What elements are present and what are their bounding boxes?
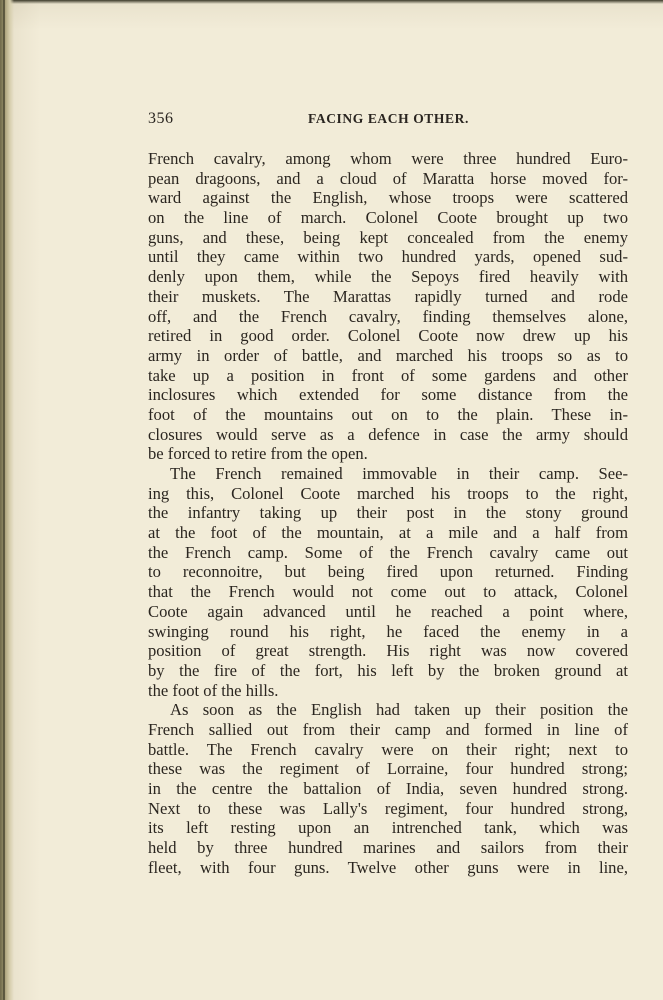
text-line: foot of the mountains out on to the plain. These in-	[148, 404, 628, 424]
text-line: be forced to retire from the open.	[148, 444, 368, 464]
text-line: swinging round his right, he faced the enemy in a	[148, 621, 628, 641]
text-line: its left resting upon an intrenched tank, which was	[148, 818, 628, 838]
text-line: held by three hundred marines and sailors from their	[148, 838, 628, 858]
text-line: French cavalry, among whom were three hundred Euro-	[148, 149, 628, 168]
text-line: at the foot of the mountain, at a mile and a half from	[148, 523, 628, 543]
text-line: The French remained immovable in their camp. See-	[170, 464, 628, 483]
page-number: 356	[148, 110, 174, 127]
text-line: the infantry taking up their post in the stony ground	[148, 503, 628, 523]
body-text	[148, 149, 628, 877]
text-line: Next to these was Lally's regiment, four hundred strong,	[148, 798, 628, 818]
page-top-edge	[0, 0, 663, 4]
spine-rule	[3, 0, 5, 1000]
text-line: take up a position in front of some gardens and other	[148, 365, 628, 385]
text-line: until they came within two hundred yards, opened sud-	[148, 247, 628, 267]
text-line: guns, and these, being kept concealed from the enemy	[148, 227, 628, 247]
text-line: closures would serve as a defence in case the army should	[148, 424, 628, 444]
text-line: French sallied out from their camp and formed in line of	[148, 719, 628, 739]
text-line: Coote again advanced until he reached a point where,	[148, 601, 628, 621]
running-header	[148, 110, 628, 132]
text-line: to reconnoitre, but being fired upon returned. Finding	[148, 562, 628, 582]
text-line: by the fire of the fort, his left by the broken ground at	[148, 660, 628, 680]
text-line: off, and the French cavalry, finding themselves alone,	[148, 306, 628, 326]
text-line: denly upon them, while the Sepoys fired heavily with	[148, 267, 628, 287]
text-line: the French camp. Some of the French cavalry came out	[148, 542, 628, 562]
text-line: in the centre the battalion of India, seven hundred strong.	[148, 779, 628, 798]
text-line: ing this, Colonel Coote marched his troops to the right,	[148, 483, 628, 503]
running-title: FACING EACH OTHER.	[308, 111, 469, 126]
text-line: battle. The French cavalry were on their right; next to	[148, 739, 628, 759]
text-line: pean dragoons, and a cloud of Maratta horse moved for-	[148, 168, 628, 188]
text-line: these was the regiment of Lorraine, four hundred strong;	[148, 759, 628, 779]
text-line: their muskets. The Marattas rapidly turned and rode	[148, 286, 628, 306]
text-line: retired in good order. Colonel Coote now drew up his	[148, 326, 628, 346]
text-line: fleet, with four guns. Twelve other guns were in line,	[148, 857, 628, 877]
text-line: army in order of battle, and marched his troops so as to	[148, 345, 628, 365]
text-line: As soon as the English had taken up their position the	[170, 700, 628, 720]
text-line: position of great strength. His right was now covered	[148, 641, 628, 661]
text-line: inclosures which extended for some distance from the	[148, 385, 628, 405]
text-line: the foot of the hills.	[148, 680, 279, 700]
text-line: ward against the English, whose troops were scattered	[148, 188, 628, 208]
text-line: on the line of march. Colonel Coote brought up two	[148, 208, 628, 228]
text-line: that the French would not come out to attack, Colonel	[148, 582, 628, 602]
